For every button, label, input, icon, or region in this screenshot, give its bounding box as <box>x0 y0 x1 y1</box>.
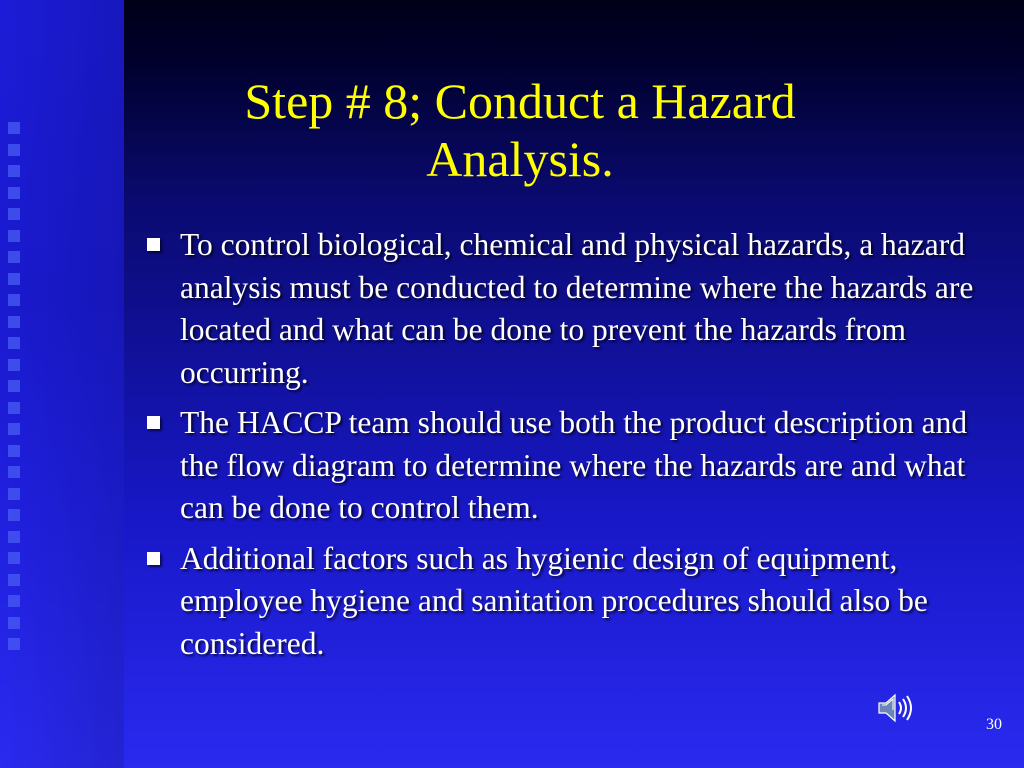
decorative-squares <box>8 122 30 660</box>
left-decorative-band <box>0 0 124 768</box>
bullet-list <box>142 224 1012 673</box>
bullet-text: The HACCP team should use both the product description and the flow diagram to determine where the hazards are and what can be done to control them. <box>180 405 968 525</box>
bullet-text: To control biological, chemical and physical hazards, a hazard analysis must be conducted to determine where the hazards are located and what can be done to prevent the hazards from occurring. <box>180 227 974 390</box>
square-bullet-icon <box>147 238 160 251</box>
bullet-item <box>142 224 1012 394</box>
page-number: 30 <box>986 716 1002 733</box>
bullet-item <box>142 538 1012 666</box>
bullet-item <box>142 402 1012 530</box>
speaker-icon[interactable] <box>876 690 916 726</box>
slide-title: Step # 8; Conduct a Hazard Analysis. <box>244 73 796 187</box>
bullet-text: Additional factors such as hygienic design of equipment, employee hygiene and sanitation procedures should also be considered. <box>180 540 928 661</box>
square-bullet-icon <box>147 416 160 429</box>
square-bullet-icon <box>147 552 160 565</box>
